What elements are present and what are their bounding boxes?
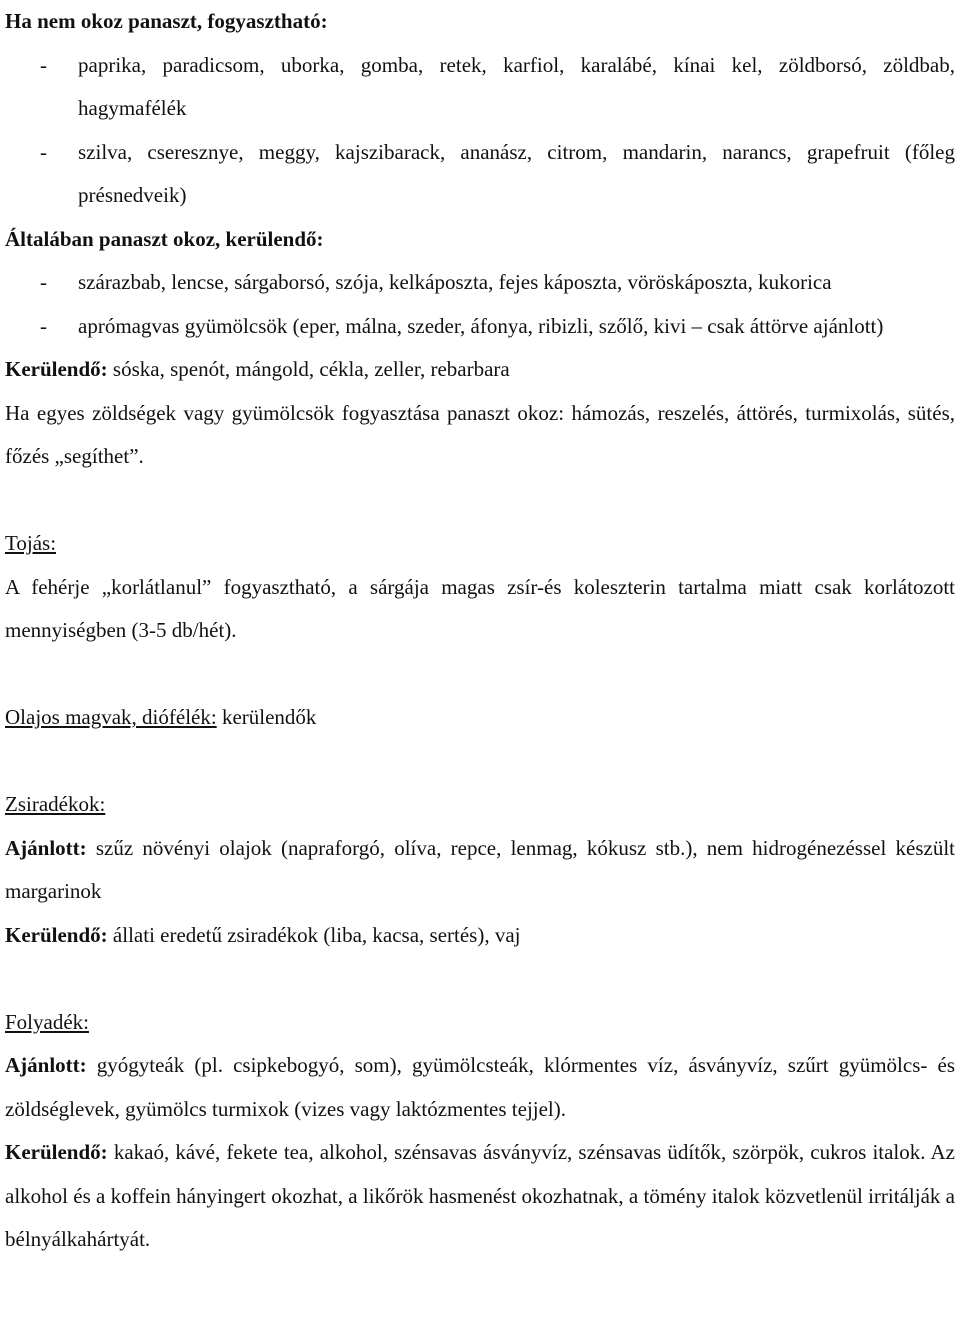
spacer: [5, 740, 955, 784]
section-title: Folyadék:: [5, 1009, 89, 1034]
bullet-dash: -: [40, 52, 47, 77]
spacer: [5, 957, 955, 1001]
preparation-tip: Ha egyes zöldségek vagy gyümölcsök fogyasztása panaszt okoz: hámozás, reszelés, áttörés, turmixolás, sütés, főzés „segíthet”.: [5, 400, 955, 468]
section-title: Olajos magvak, diófélék:: [5, 705, 217, 729]
list-item: [5, 44, 955, 131]
avoid-text: állati eredetű zsiradékok (liba, kacsa, sertés), vaj: [107, 922, 521, 947]
avoid-label: Kerülendő:: [5, 357, 108, 381]
document-page: [5, 0, 955, 1262]
fluids-title: [5, 1001, 955, 1045]
fats-avoid: [5, 914, 955, 958]
list-item: [5, 305, 955, 349]
section-heading-avoid: Általában panaszt okoz, kerülendő:: [5, 226, 324, 251]
recommended-label: Ajánlott:: [5, 1053, 87, 1077]
recommended-text: szűz növényi olajok (napraforgó, olíva, repce, lenmag, kókusz stb.), nem hidrogénezéssel készült margarinok: [5, 835, 955, 903]
section-title: Tojás:: [5, 531, 57, 555]
list-item-text: paprika, paradicsom, uborka, gomba, retek, karfiol, karalábé, kínai kel, zöldborsó, zöldbab, hagymafélék: [78, 52, 955, 120]
bullet-dash: -: [40, 139, 47, 164]
list-item-text: szárazbab, lencse, sárgaborsó, szója, kelkáposzta, fejes káposzta, vöröskáposzta, kukorica: [78, 270, 832, 294]
fluids-avoid: [5, 1131, 955, 1262]
fluids-recommended: [5, 1044, 955, 1131]
section-heading-tolerated: Ha nem okoz panaszt, fogyasztható:: [5, 9, 328, 33]
list-item-text: aprómagvas gyümölcsök (eper, málna, szeder, áfonya, ribizli, szőlő, kivi – csak áttörve ajánlott): [78, 313, 884, 338]
list-item-text: szilva, cseresznye, meggy, kajszibarack, ananász, citrom, mandarin, narancs, grapefruit (főleg présnedveik): [78, 139, 955, 207]
egg-title: [5, 522, 955, 566]
fats-title: [5, 783, 955, 827]
egg-text: A fehérje „korlátlanul” fogyasztható, a sárgája magas zsír-és koleszterin tartalma miatt csak korlátozott mennyiségben (3-5 db/hét).: [5, 574, 955, 642]
recommended-label: Ajánlott:: [5, 835, 87, 860]
spacer: [5, 479, 955, 523]
avoid-text: sóska, spenót, mángold, cékla, zeller, rebarbara: [107, 357, 510, 381]
nuts-line: [5, 696, 955, 740]
spacer: [5, 653, 955, 697]
recommended-text: gyógyteák (pl. csipkebogyó, som), gyümölcsteák, klórmentes víz, ásványvíz, szűrt gyümölcs- és zöldséglevek, gyümölcs turmixok (vizes vagy laktózmentes tejjel).: [5, 1053, 955, 1121]
nuts-text: kerülendők: [216, 705, 317, 729]
avoid-label: Kerülendő:: [5, 922, 108, 947]
avoid-label: Kerülendő:: [5, 1140, 108, 1164]
list-item: [5, 131, 955, 218]
section-title: Zsiradékok:: [5, 792, 106, 816]
bullet-dash: -: [40, 270, 47, 294]
list-item: [5, 261, 955, 305]
avoid-text: kakaó, kávé, fekete tea, alkohol, szénsavas ásványvíz, szénsavas üdítők, szörpök, cukros italok. Az alkohol és a koffein hányingert okozhat, a likőrök hasmenést okozhatnak, a tömény italok közvetlenül irritálják a bélnyálkahártyát.: [5, 1140, 955, 1251]
fats-recommended: [5, 827, 955, 914]
bullet-dash: -: [40, 313, 47, 338]
avoid-vegetables-line: [5, 348, 955, 392]
